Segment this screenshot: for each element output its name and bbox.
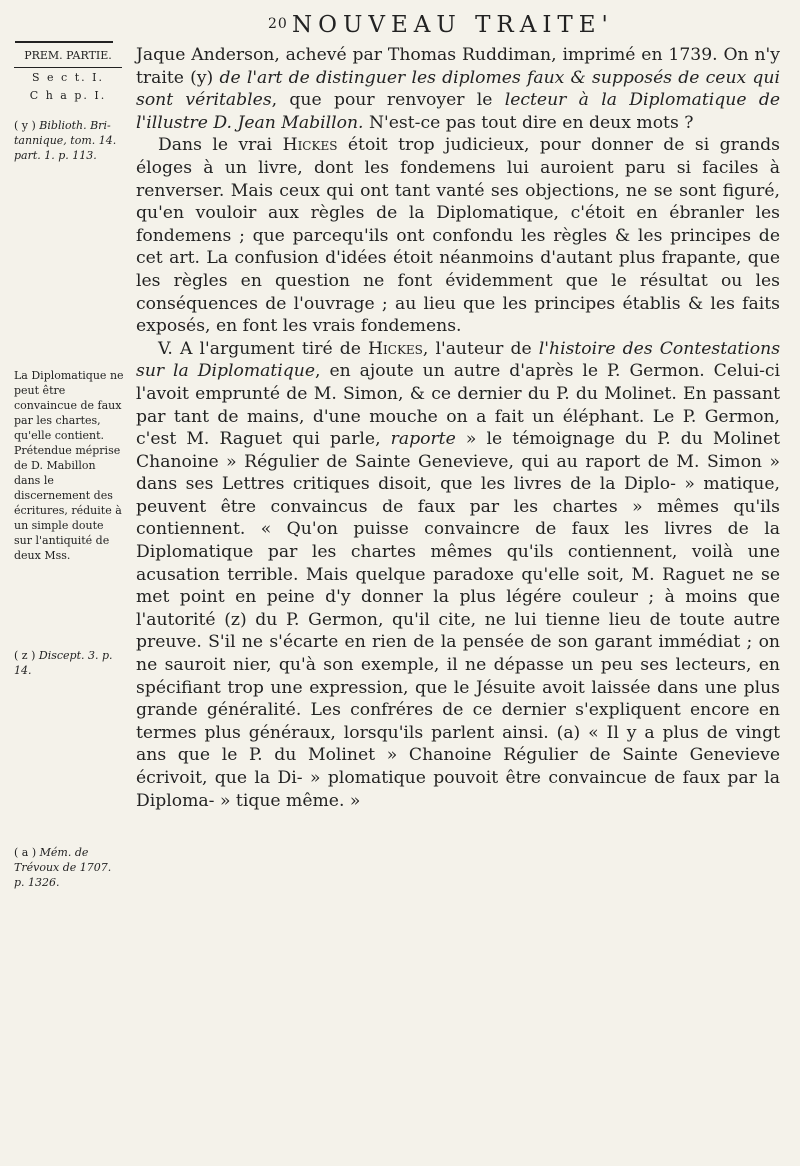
paragraph-3 xyxy=(136,338,780,812)
paragraph-3-text-4: » le témoignage du P. du Molinet Chanoine » Régulier de Sainte Genevieve, qui au raport de M. Simon » dans ses Lettres critiques disoit, que les livres de la Diplo- » matique, peuvent être convaincus de faux par les chartes » mêmes qu'ils contiennent. « Qu'on puisse convaincre de faux les livres de la Diplomatique par les chartes mêmes qu'ils contiennent, voilà une acusation terrible. Mais quelque paradoxe qu'elle soit, M. Raguet ne se met point en peine d'y donner la plus légére couleur ; à moins que l'autorité (z) du P. Germon, qu'il cite, ne lui tienne lieu de toute autre preuve. S'il ne s'écarte en rien de la pensée de son garant immédiat ; on ne sauroit nier, qu'à son exemple, il ne dépasse un peu ses lecteurs, en spécifiant trop une expression, que le Jésuite avoit laissée dans une plus grande généralité. Les confréres de ce dernier s'expliquent encore en termes plus généraux, lorsqu'ils parlent ainsi. (a) « Il y a plus de vingt ans que le P. du Molinet » Chanoine Régulier de Sainte Genevieve écrivoit, que la Di- » plomatique pouvoit être convaincue de faux par la Diploma- » tique même. » xyxy=(136,429,781,811)
section-heading xyxy=(14,47,122,105)
paragraph-2 xyxy=(136,134,780,337)
footnote-a-reference: Mém. de Trévoux de 1707. p. 1326. xyxy=(14,846,112,889)
footnote-z-label: ( z ) xyxy=(14,649,36,662)
footnote-a xyxy=(14,845,124,890)
footnote-y-reference: Biblioth. Bri-tannique, tom. 14. part. 1. p. 113. xyxy=(14,119,117,162)
paragraph-1-italic-reference: lecteur à la Diplomatique de l'illustre D. Jean Mabillon. xyxy=(136,90,781,133)
paragraph-1-text-2: , que pour renvoyer le xyxy=(271,90,493,111)
running-title: NOUVEAU TRAITE' xyxy=(292,12,614,38)
section-divider xyxy=(14,67,122,68)
header-rule xyxy=(15,41,113,43)
paragraph-3-name: Hickes xyxy=(368,338,423,359)
section-part: PREM. PARTIE. xyxy=(24,49,112,62)
paragraph-3-italic-word: raporte xyxy=(390,429,456,450)
footnote-a-label: ( a ) xyxy=(14,846,37,859)
section-sect: S e c t. I. xyxy=(32,71,104,84)
page-number: 20 xyxy=(268,16,288,32)
main-text xyxy=(136,44,780,812)
paragraph-3-text: V. A l'argument tiré de xyxy=(158,338,361,359)
section-chap: C h a p. I. xyxy=(29,89,107,102)
footnote-z-reference: Discept. 3. p. 14. xyxy=(14,649,113,677)
paragraph-2-name: Hickes xyxy=(282,135,338,156)
paragraph-1-text-3: N'est-ce pas tout dire en deux mots ? xyxy=(369,112,694,133)
margin-summary: La Diplomatique ne peut être convaincue de faux par les chartes, qu'elle contient. Prétendue méprise de D. Mabillon dans le discernement des écritures, réduite à un simple doute sur l'antiquité de deux Mss. xyxy=(14,369,124,562)
footnote-z xyxy=(14,648,124,678)
paragraph-3-text-3: , en ajoute un autre d'après le P. Germon. Celui-ci l'avoit emprunté de M. Simon, & ce dernier du P. du Molinet. En passant par tant de mains, d'une mouche on a fait un éléphant. Le P. Germon, c'est M. Raguet qui parle, xyxy=(136,361,780,450)
paragraph-2-text-2: étoit trop judicieux, pour donner de si grands éloges à un livre, dont les fondemens lui auroient paru si faciles à renverser. Mais ceux qui ont tant vanté ses objections, ne se sont figuré, qu'en vouloir aux règles de la Diplomatique, c'étoit en ébranler les fondemens ; que parcequ'ils ont confondu les règles & les principes de cet art. La confusion d'idées étoit néanmoins d'autant plus frapante, que les règles en question ne font évidemment que le résultat ou les conséquences de l'ouvrage ; au lieu que les principes établis & les faits exposés, en font les vrais fondemens. xyxy=(136,135,781,337)
paragraph-2-text: Dans le vrai xyxy=(158,135,273,156)
paragraph-1 xyxy=(136,44,780,134)
footnote-y-label: ( y ) xyxy=(14,119,36,132)
paragraph-3-text-2: , l'auteur de xyxy=(422,338,532,359)
footnote-y xyxy=(14,118,124,163)
paragraph-3-italic-title: l'histoire des Contestations sur la Diplomatique xyxy=(136,338,781,382)
paragraph-1-italic-title: de l'art de distinguer les diplomes faux & supposés de ceux qui sont véritables xyxy=(136,67,780,111)
paragraph-1-text: Jaque Anderson, achevé par Thomas Ruddiman, imprimé en 1739. On n'y traite (y) xyxy=(136,45,780,88)
